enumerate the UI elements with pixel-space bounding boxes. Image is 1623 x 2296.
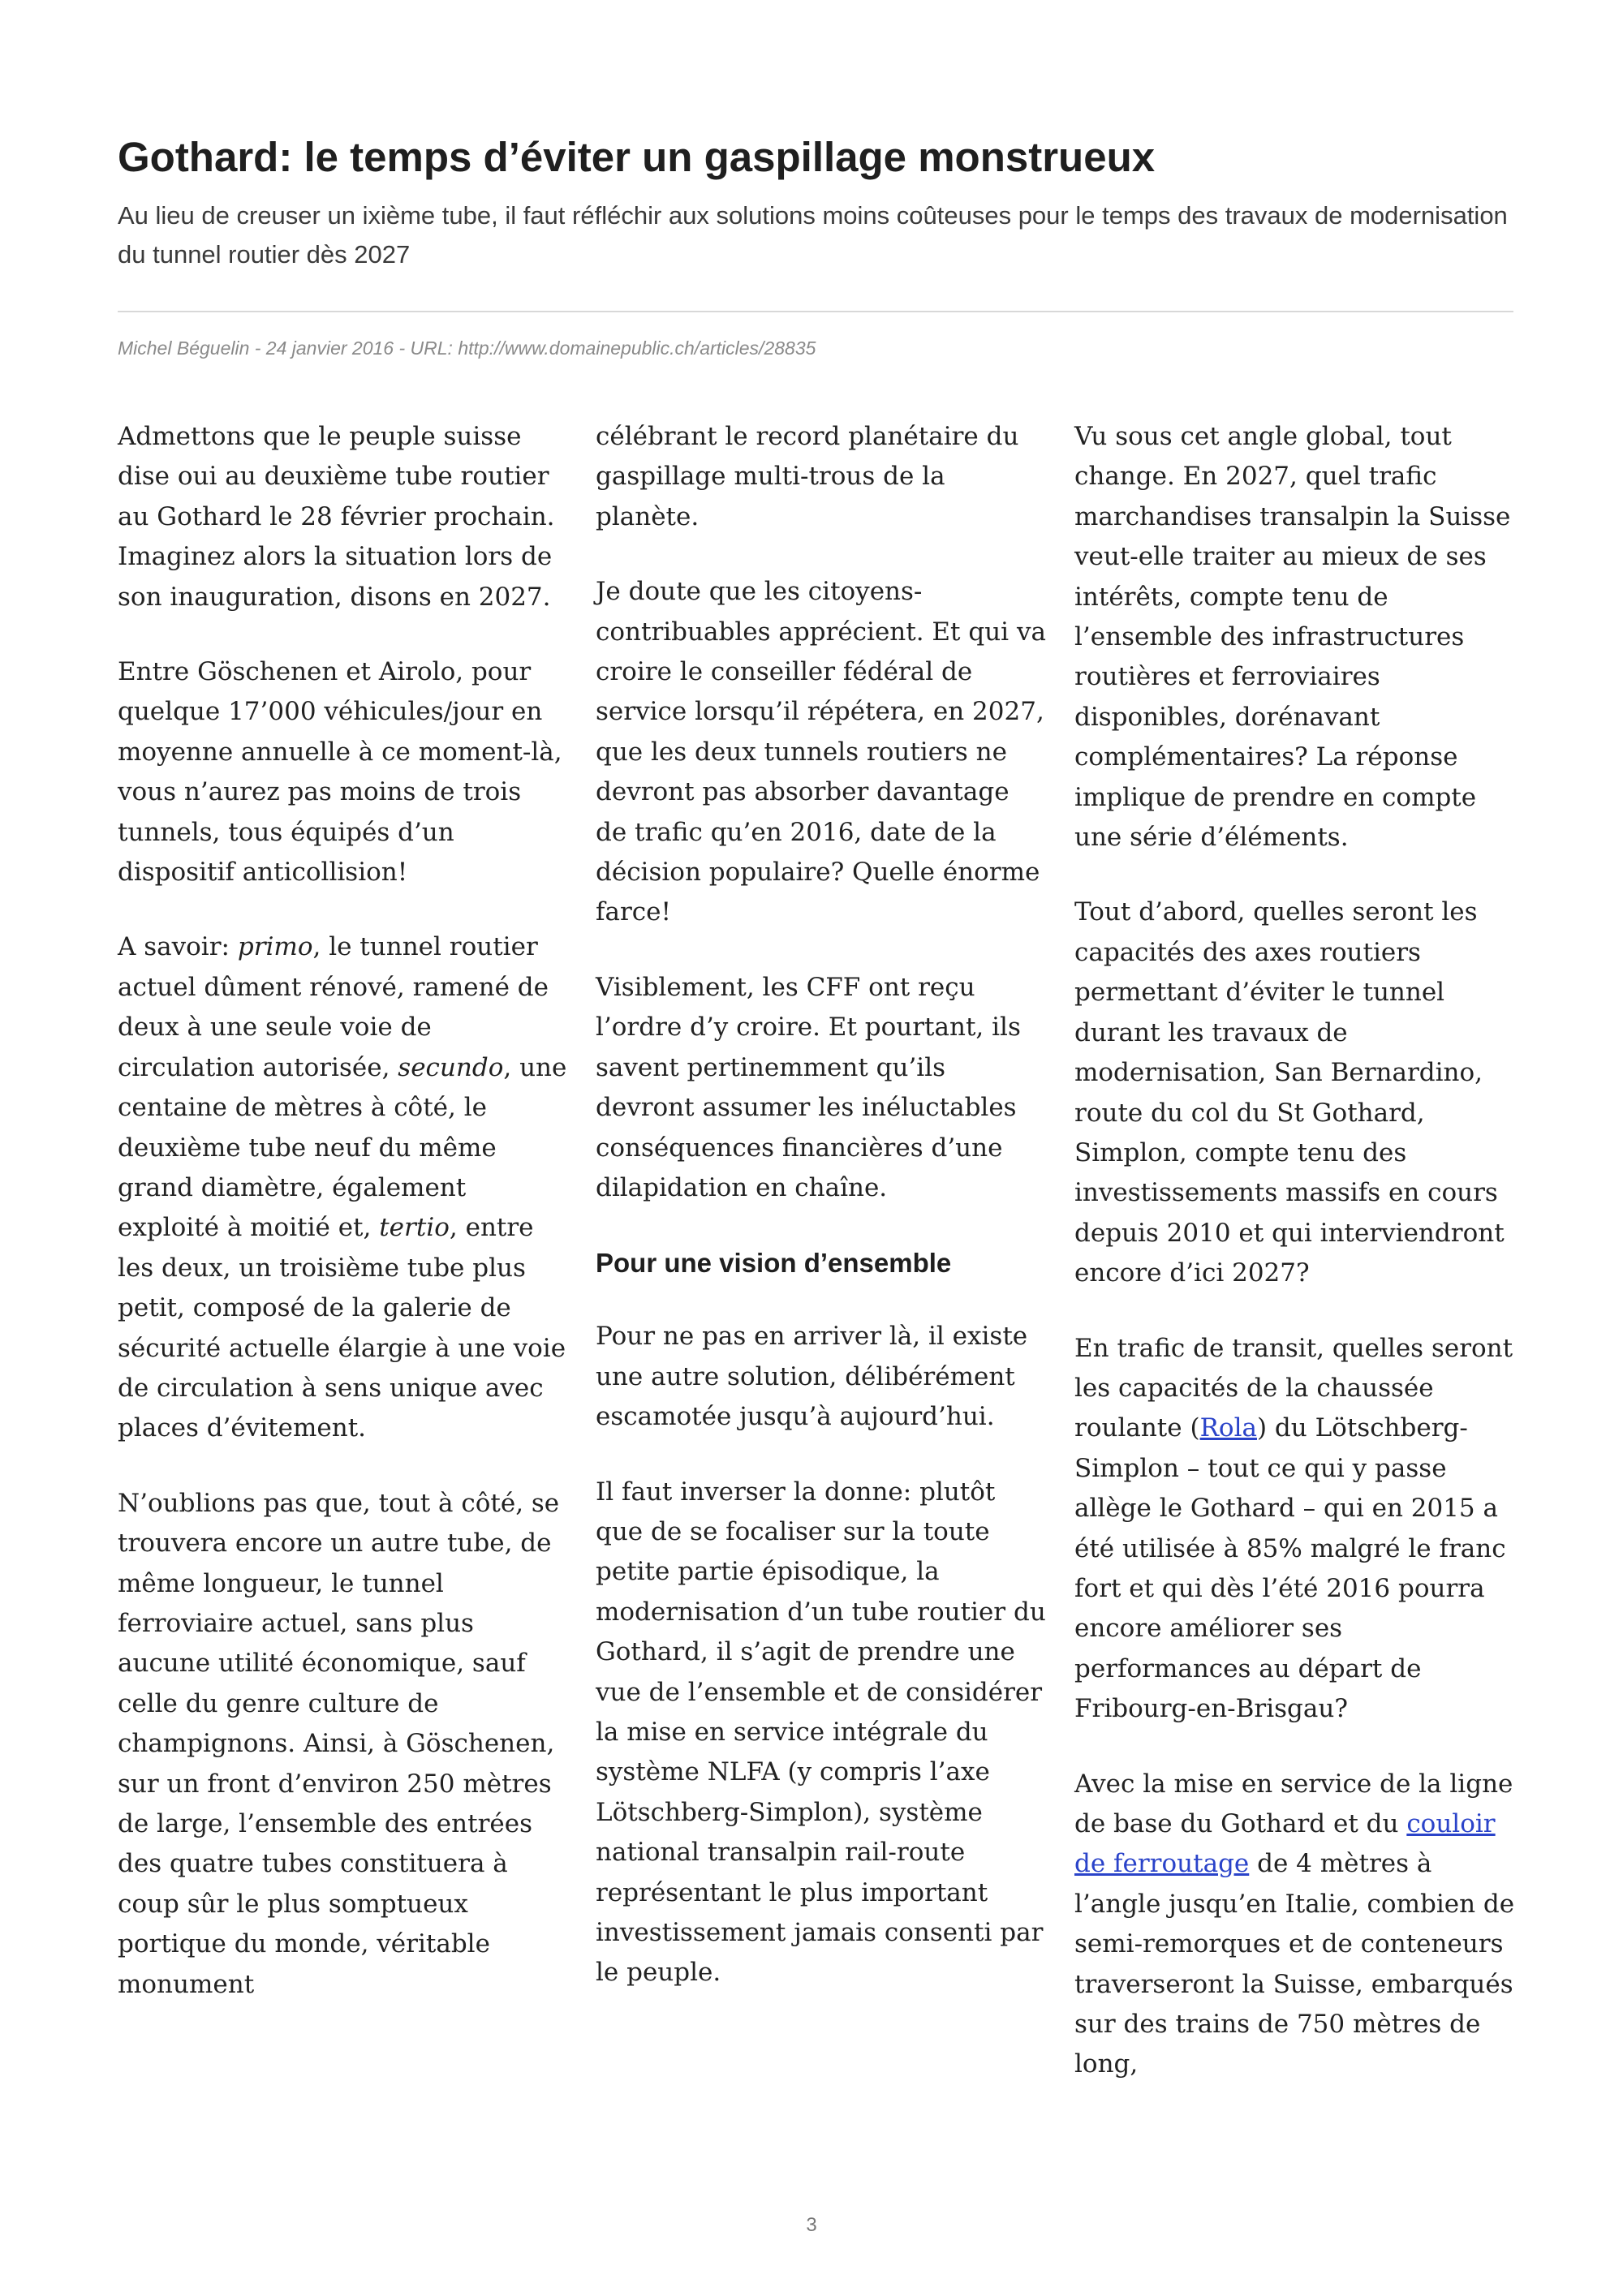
rola-link[interactable]: Rola xyxy=(1199,1413,1257,1443)
emphasis-secundo: secundo xyxy=(398,1052,504,1082)
text-run: Avec la mise en service de la ligne de base du Gothard et du xyxy=(1074,1769,1513,1838)
text-run: ) du Lötschberg-Simplon – tout ce qui y passe allège le Gothard – qui en 2015 a été utilisée à 85% malgré le franc fort et qui dès l’été 2016 pourra encore améliorer ses performances au départ de Fribourg-en-Brisgau? xyxy=(1074,1413,1506,1724)
text-run: , une centaine de mètres à côté, le deuxième tube neuf du même grand diamètre, également exploité à moitié et, xyxy=(118,1052,567,1243)
paragraph: célébrant le record planétaire du gaspillage multi-trous de la planète. xyxy=(596,422,1019,531)
text-column-3 xyxy=(1074,417,1525,2120)
emphasis-tertio: tertio xyxy=(379,1213,450,1243)
paragraph: Tout d’abord, quelles seront les capacités des axes routiers permettant d’éviter le tunnel durant les travaux de modernisation, San Bernardino, route du col du St Gothard, Simplon, compte tenu des investissements massifs en cours depuis 2010 et qui interviendront encore d’ici 2027? xyxy=(1074,897,1505,1288)
section-heading: Pour une vision d’ensemble xyxy=(596,1248,952,1279)
text-run: A savoir: xyxy=(118,932,238,962)
paragraph: Pour ne pas en arriver là, il existe une autre solution, délibérément escamotée jusqu’à aujourd’hui. xyxy=(596,1322,1028,1432)
paragraph xyxy=(1074,1765,1525,2085)
text-run: , le tunnel routier actuel dûment rénové, ramené de deux à une seule voie de circulation autorisée, xyxy=(118,932,549,1082)
paragraph: Entre Göschenen et Airolo, pour quelque 17’000 véhicules/jour en moyenne annuelle à ce moment-là, vous n’aurez pas moins de trois tunnels, tous équipés d’un dispositif anticollision! xyxy=(118,657,562,888)
paragraph: Admettons que le peuple suisse dise oui au deuxième tube routier au Gothard le 28 février prochain. Imaginez alors la situation lors de son inauguration, disons en 2027. xyxy=(118,422,555,612)
paragraph: Il faut inverser la donne: plutôt que de se focaliser sur la toute petite partie épisodique, la modernisation d’un tube routier du Gothard, il s’agit de prendre une vue de l’ensemble et de considérer la mise en service intégrale du système NLFA (y compris l’axe Lötschberg-Simplon), système national transalpin rail-route représentant le plus important investissement jamais consenti par le peuple. xyxy=(596,1477,1046,1988)
paragraph xyxy=(118,927,568,1448)
page-number: 3 xyxy=(806,2214,817,2236)
paragraph: Vu sous cet angle global, tout change. En 2027, quel trafic marchandises transalpin la Suisse veut-elle traiter au mieux de ses intérêts, compte tenu de l’ensemble des infrastructures routières et ferroviaires disponibles, dorénavant complémentaires? La réponse implique de prendre en compte une série d’éléments. xyxy=(1074,422,1511,853)
article-title: Gothard: le temps d’éviter un gaspillage monstrueux xyxy=(118,134,1156,180)
text-column-2 xyxy=(596,417,1046,2028)
couloir-de-ferroutage-link[interactable]: couloir de ferroutage xyxy=(1074,1809,1496,1879)
article-byline: Michel Béguelin - 24 janvier 2016 - URL: http://www.domainepublic.ch/articles/28835 xyxy=(118,338,816,359)
paragraph: Je doute que les citoyens-contribuables apprécient. Et qui va croire le conseiller fédéral de service lorsqu’il répétera, en 2027, que les deux tunnels routiers ne devront pas absorber davantage de trafic qu’en 2016, date de la décision populaire? Quelle énorme farce! xyxy=(596,577,1046,927)
text-run: En trafic de transit, quelles seront les capacités de la chaussée roulante ( xyxy=(1074,1333,1513,1443)
header-divider xyxy=(118,311,1513,312)
paragraph: Visiblement, les CFF ont reçu l’ordre d’y croire. Et pourtant, ils savent pertinemment qu’ils devront assumer les inéluctables conséquences financières d’une dilapidation en chaîne. xyxy=(596,972,1021,1202)
text-run: , entre les deux, un troisième tube plus petit, composé de la galerie de sécurité actuelle élargie à une voie de circulation à sens unique avec places d’évitement. xyxy=(118,1213,566,1443)
article-subtitle: Au lieu de creuser un ixième tube, il faut réfléchir aux solutions moins coûteuses pour le temps des travaux de modernisation du tunnel routier dès 2027 xyxy=(118,201,1508,269)
text-run: de 4 mètres à l’angle jusqu’en Italie, combien de semi-remorques et de conteneurs traverseront la Suisse, embarqués sur des trains de 750 mètres de long, xyxy=(1074,1849,1515,2079)
paragraph: N’oublions pas que, tout à côté, se trouvera encore un autre tube, de même longueur, le tunnel ferroviaire actuel, sans plus aucune utilité économique, sauf celle du genre culture de champignons. Ainsi, à Göschenen, sur un front d’environ 250 mètres de large, l’ensemble des entrées des quatre tubes constituera à coup sûr le plus somptueux portique du monde, véritable monument xyxy=(118,1488,560,1999)
paragraph xyxy=(1074,1329,1525,1730)
emphasis-primo: primo xyxy=(237,932,313,962)
text-column-1 xyxy=(118,417,568,2040)
